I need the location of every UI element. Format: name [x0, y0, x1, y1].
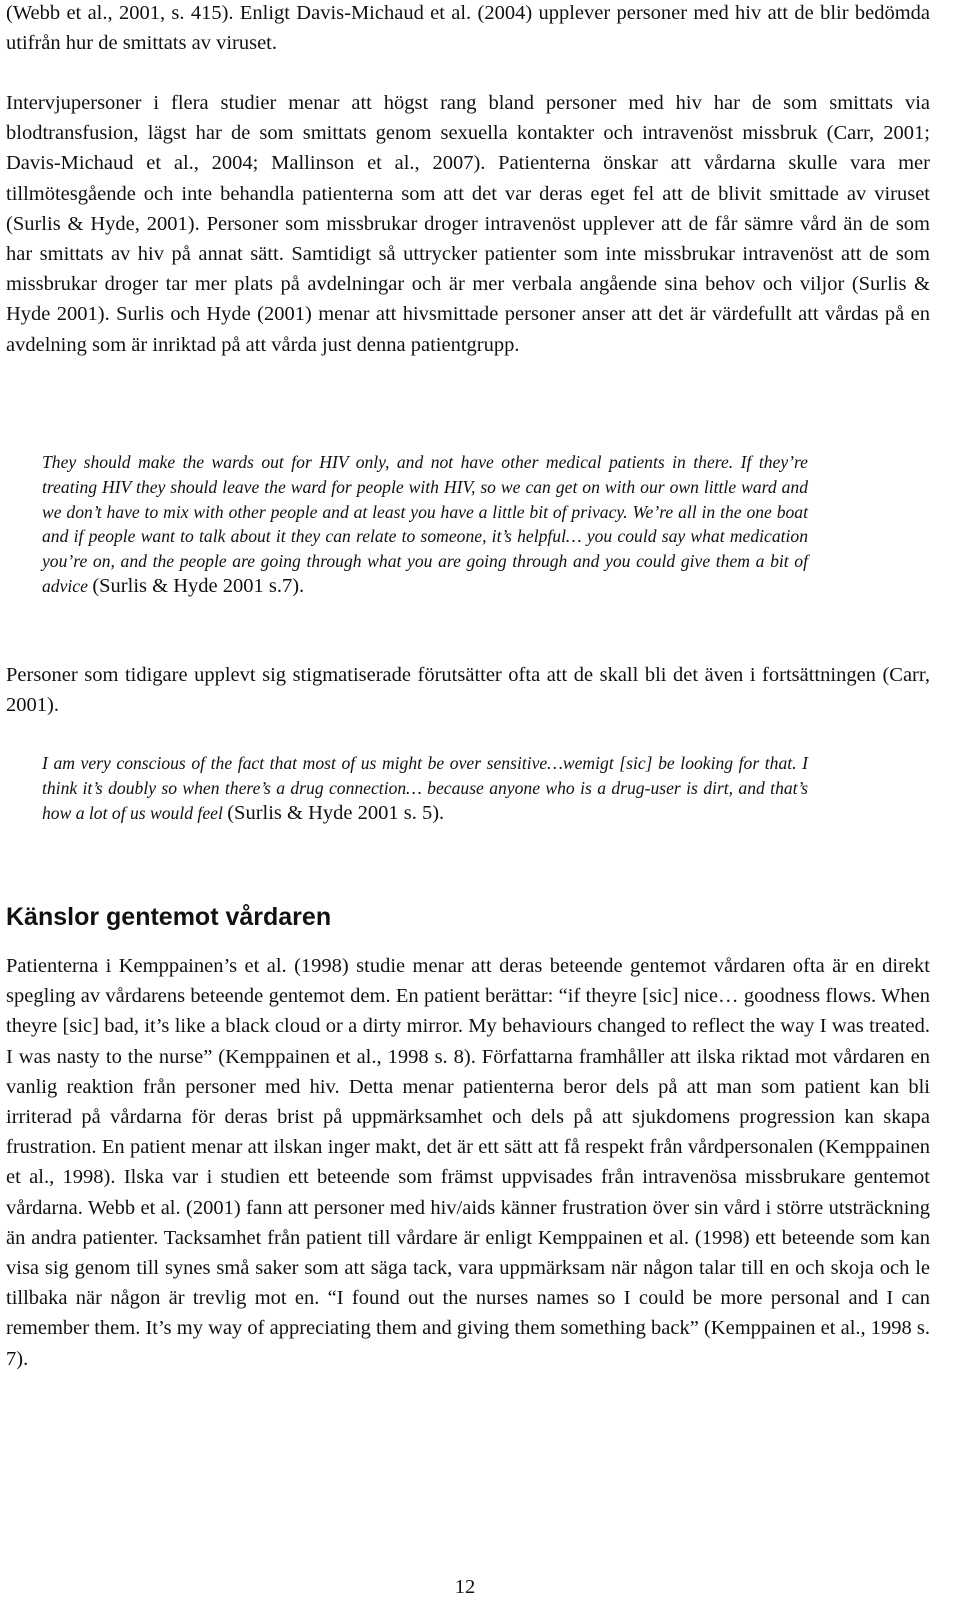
- block-quote-surlis-hyde-2: [42, 751, 808, 825]
- section-heading: Känslor gentemot vårdaren: [6, 903, 332, 931]
- block-quote-surlis-hyde-1: [42, 450, 808, 599]
- quote-citation: (Surlis & Hyde 2001 s. 5).: [227, 801, 445, 824]
- paragraph-stigma-ranking: Intervjupersoner i flera studier menar att högst rang bland personer med hiv har de som smittats via blodtransfusion, lägst har de som smittats genom sexuella kontakter och intravenöst missbruk (Carr, 2001; Davis-Michaud et al., 2004; Mallinson et al., 2007). Patienterna önskar att vårdarna skulle vara mer tillmötesgående och inte behandla patienterna som att det var deras eget fel att de blivit smittade av viruset (Surlis & Hyde, 2001). Personer som missbrukar droger intravenöst upplever att de får sämre vård än de som har smittats av hiv på annat sätt. Samtidigt så uttrycker patienter som inte missbrukar intravenöst att de som missbrukar droger tar mer plats på avdelningar och är mer verbala angående sina behov och viljor (Surlis & Hyde 2001). Surlis och Hyde (2001) menar att hivsmittade personer anser att det är värdefullt att vårdas på en avdelning som är inriktad på att vårda just denna patientgrupp.: [6, 92, 930, 356]
- quote-text: They should make the wards out for HIV only, and not have other medical patients in there. If they’re treating HIV they should leave the ward for people with HIV, so we can get on with our own little ward and we don’t have to mix with other people and at least you have a little bit of privacy. We’re all in the one boat and if people want to talk about it they can relate to someone, it’s helpful… you could say what medication you’re on, and the people are going through what you are going through and you could give them a bit of advice: [42, 452, 808, 596]
- paragraph-top-fragment: (Webb et al., 2001, s. 415). Enligt Davis-Michaud et al. (2004) upplever personer med hiv att de blir bedömda utifrån hur de smittats av viruset.: [6, 2, 930, 55]
- page-number: 12: [454, 1576, 476, 1598]
- quote-text: I am very conscious of the fact that most of us might be over sensitive…wemigt [sic] be looking for that. I think it’s doubly so when there’s a drug connection… because anyone who is a drug-user is dirt, and that’s how a lot of us would feel: [42, 753, 808, 823]
- paragraph-feelings-toward-caregiver: Patienterna i Kemppainen’s et al. (1998) studie menar att deras beteende gentemot vårdaren ofta är en direkt spegling av vårdarens beteende gentemot dem. En patient berättar: “if theyre [sic] nice… goodness flows. When theyre [sic] bad, it’s like a black cloud or a dirty mirror. My behaviours changed to reflect the way I was treated. I was nasty to the nurse” (Kemppainen et al., 1998 s. 8). Författarna framhåller att ilska riktad mot vårdaren en vanlig reaktion från personer med hiv. Detta menar patienterna beror dels på att man som patient kan bli irriterad på vårdarna för deras brist på uppmärksamhet och dels på att sjukdomens progression kan skapa frustration. En patient menar att ilskan inger makt, det är ett sätt att få respekt från vårdpersonalen (Kemppainen et al., 1998). Ilska var i studien ett beteende som främst uppvisades från intravenösa missbrukare gentemot vårdarna. Webb et al. (2001) fann att personer med hiv/aids känner frustration över sin vård i större utsträckning än andra patienter. Tacksamhet från patient till vårdare är enligt Kemppainen et al. (1998) ett beteende som kan visa sig genom till synes små saker som att säga tack, vara uppmärksam när någon talar till en och skoja och le tillbaka när någon är trevlig mot en. “I found out the nurses names so I could be more personal and I can remember them. It’s my way of appreciating them and giving them something back” (Kemppainen et al., 1998 s. 7).: [6, 955, 930, 1370]
- paragraph-stigma-expectation: Personer som tidigare upplevt sig stigmatiserade förutsätter ofta att de skall bli det även i fortsättningen (Carr, 2001).: [6, 664, 930, 717]
- quote-citation: (Surlis & Hyde 2001 s.7).: [92, 574, 305, 597]
